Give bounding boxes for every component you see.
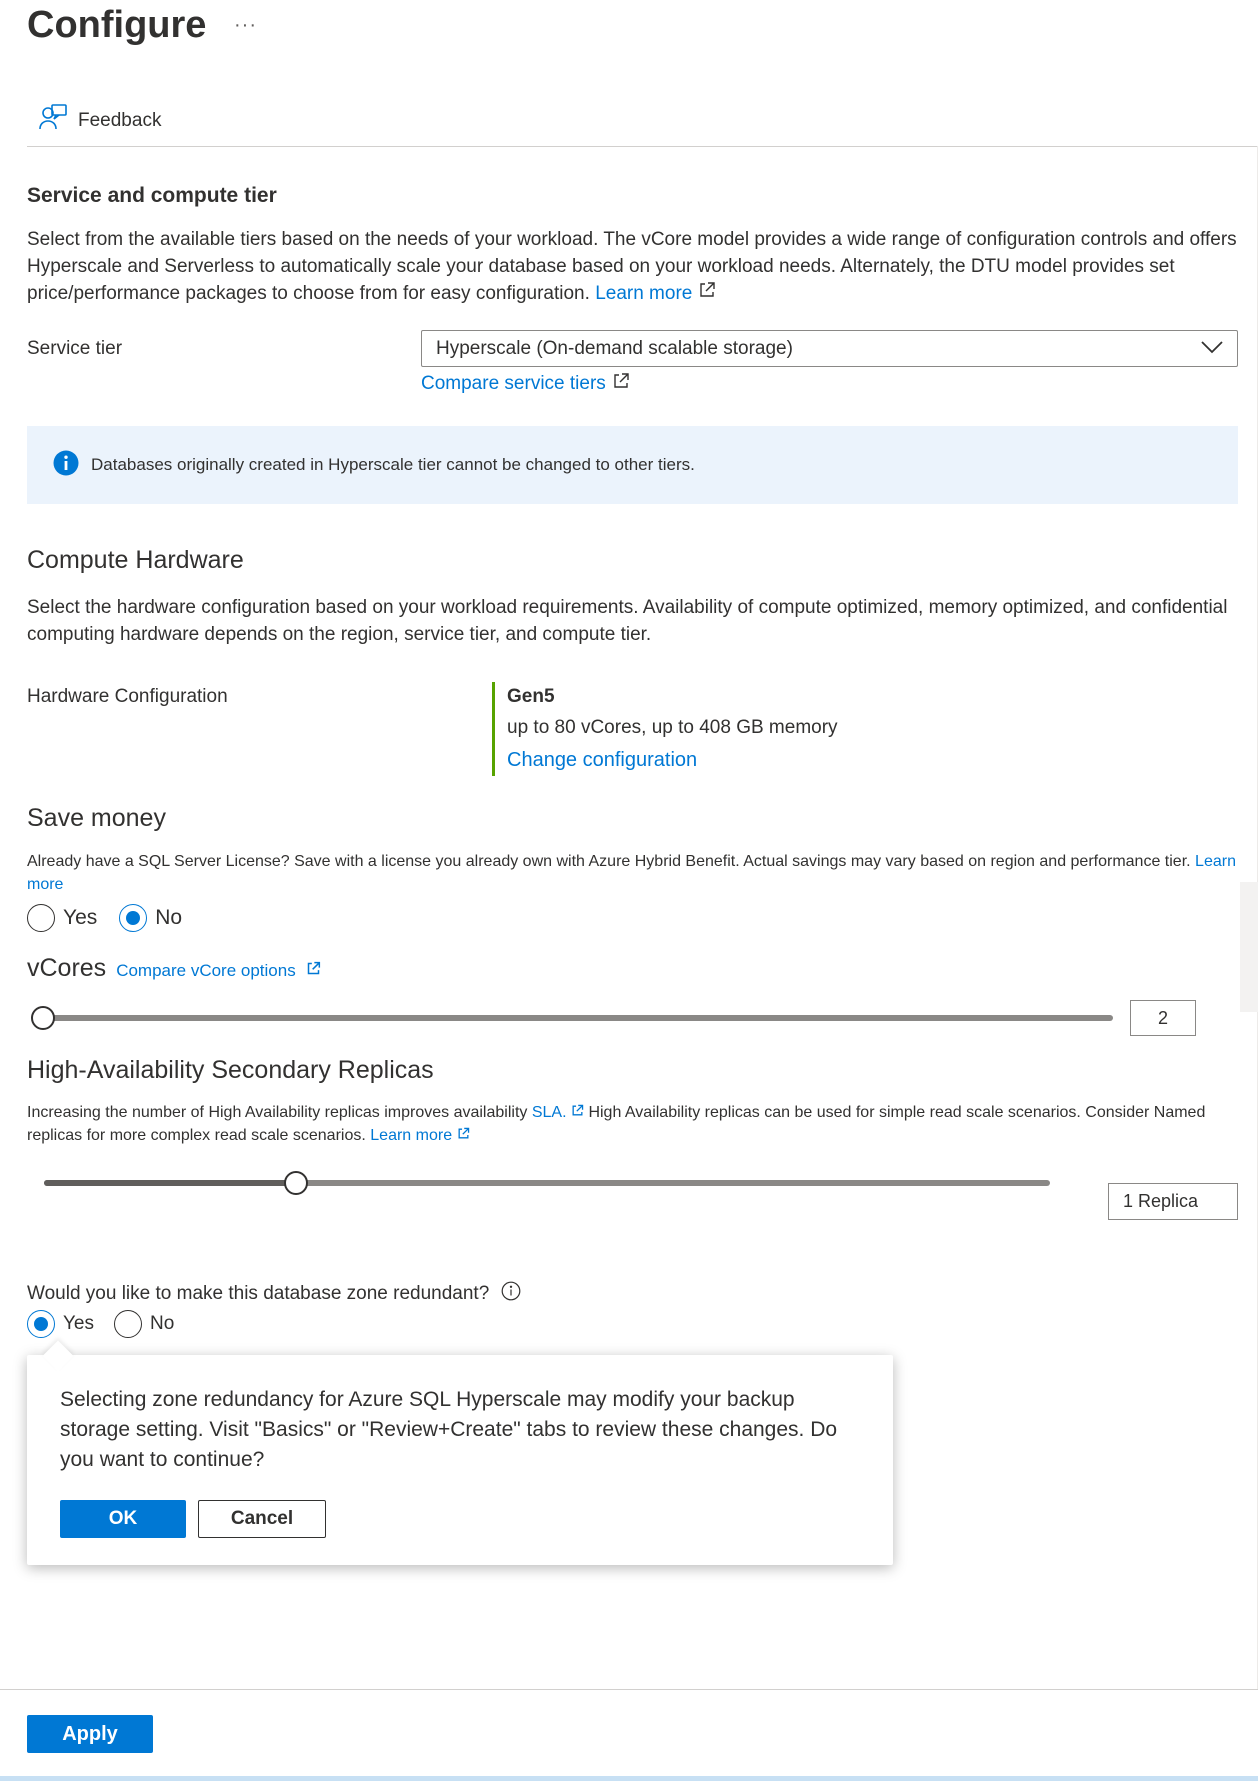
zone-no-radio[interactable]: No xyxy=(114,1310,174,1338)
sla-link[interactable]: SLA. xyxy=(531,1104,567,1121)
scrollbar[interactable] xyxy=(1240,882,1258,1012)
replicas-slider-track[interactable] xyxy=(44,1180,1050,1186)
replicas-description xyxy=(27,1101,1242,1147)
vcores-slider-track[interactable] xyxy=(40,1015,1113,1021)
hardware-gen-name: Gen5 xyxy=(507,686,555,707)
hardware-gen-desc: up to 80 vCores, up to 408 GB memory xyxy=(507,717,838,738)
feedback-icon xyxy=(38,103,68,139)
service-tier-label: Service tier xyxy=(27,338,123,359)
replicas-slider-fill xyxy=(44,1180,296,1186)
info-icon xyxy=(53,450,79,481)
hardware-section-title: Compute Hardware xyxy=(27,546,244,574)
service-tier-select[interactable] xyxy=(421,330,1238,367)
info-message-text: Databases originally created in Hyperscale tier cannot be changed to other tiers. xyxy=(91,455,695,474)
vcores-header xyxy=(27,954,321,983)
zone-radio-group xyxy=(27,1310,174,1338)
external-link-icon xyxy=(306,961,321,981)
replicas-value-box[interactable]: 1 Replica xyxy=(1108,1183,1238,1220)
more-options-button[interactable]: ··· xyxy=(234,14,257,36)
compare-vcore-link[interactable]: Compare vCore options xyxy=(116,961,296,980)
radio-circle xyxy=(114,1310,142,1338)
save-money-title: Save money xyxy=(27,804,166,832)
vcores-slider-thumb[interactable] xyxy=(31,1006,55,1030)
hybrid-benefit-radio-group xyxy=(27,904,182,932)
callout-message: Selecting zone redundancy for Azure SQL Hyperscale may modify your backup storage setting. Visit "Basics" or "Review+Create" tabs to review these changes. Do you want to continue? xyxy=(60,1388,838,1471)
hardware-description: Select the hardware configuration based on your workload requirements. Availability of compute optimized, memory optimized, and confidential computing hardware depends on the region, service tier, and compute tier. xyxy=(27,597,1228,645)
save-money-learn-more-link[interactable]: Learn more xyxy=(27,853,1236,893)
hardware-config-card xyxy=(492,682,838,776)
hybrid-benefit-yes-radio[interactable]: Yes xyxy=(27,904,97,932)
header-divider xyxy=(27,146,1258,147)
service-description-text: Select from the available tiers based on the needs of your workload. The vCore model provides a wide range of configuration controls and offers Hyperscale and Serverless to automatically scale your database based on your workload needs. Alternately, the DTU model provides set price/performance packages to choose from for easy configuration. xyxy=(27,229,1237,304)
service-learn-more-link[interactable]: Learn more xyxy=(595,283,693,304)
external-link-icon xyxy=(457,1127,470,1144)
replicas-title: High-Availability Secondary Replicas xyxy=(27,1056,434,1084)
vcores-title: vCores xyxy=(27,954,107,982)
zone-question xyxy=(27,1281,521,1307)
info-circle-icon[interactable] xyxy=(501,1281,521,1307)
chevron-down-icon xyxy=(1201,338,1223,360)
service-description xyxy=(27,226,1242,307)
compare-service-tiers[interactable] xyxy=(421,372,630,396)
apply-button[interactable]: Apply xyxy=(27,1715,153,1753)
replicas-learn-more-link[interactable]: Learn more xyxy=(370,1127,453,1144)
feedback-button[interactable] xyxy=(38,104,161,138)
service-tier-value: Hyperscale (On-demand scalable storage) xyxy=(436,337,793,359)
info-message-bar xyxy=(27,426,1238,504)
radio-circle-selected xyxy=(119,904,147,932)
radio-circle xyxy=(27,904,55,932)
replicas-desc-text-2: High Availability replicas can be used for simple read scale scenarios. Consider Named replicas for more complex read scale scenarios. xyxy=(27,1104,1206,1144)
footer-divider xyxy=(0,1689,1258,1690)
callout-ok-button[interactable]: OK xyxy=(60,1500,186,1538)
external-link-icon xyxy=(612,372,630,396)
radio-circle-selected xyxy=(27,1310,55,1338)
external-link-icon xyxy=(698,283,716,304)
bottom-edge xyxy=(0,1776,1258,1781)
page-title: Configure xyxy=(27,4,207,46)
save-money-description xyxy=(27,850,1242,896)
change-configuration-link[interactable]: Change configuration xyxy=(507,749,698,771)
external-link-icon xyxy=(571,1104,584,1121)
feedback-label: Feedback xyxy=(78,110,162,131)
hybrid-benefit-no-radio[interactable]: No xyxy=(119,904,182,932)
hardware-config-label: Hardware Configuration xyxy=(27,686,228,707)
replicas-desc-text: Increasing the number of High Availability replicas improves availability xyxy=(27,1104,528,1121)
save-money-text: Already have a SQL Server License? Save with a license you already own with Azure Hybrid Benefit. Actual savings may vary based on region and performance tier. xyxy=(27,853,1191,870)
callout-cancel-button[interactable]: Cancel xyxy=(198,1500,326,1538)
zone-question-text: Would you like to make this database zone redundant? xyxy=(27,1283,490,1304)
replicas-slider-thumb[interactable] xyxy=(284,1171,308,1195)
service-section-title: Service and compute tier xyxy=(27,184,277,207)
vcores-value-box[interactable]: 2 xyxy=(1130,1000,1196,1036)
zone-yes-radio[interactable]: Yes xyxy=(27,1310,94,1338)
compare-service-tiers-link[interactable]: Compare service tiers xyxy=(421,373,606,394)
